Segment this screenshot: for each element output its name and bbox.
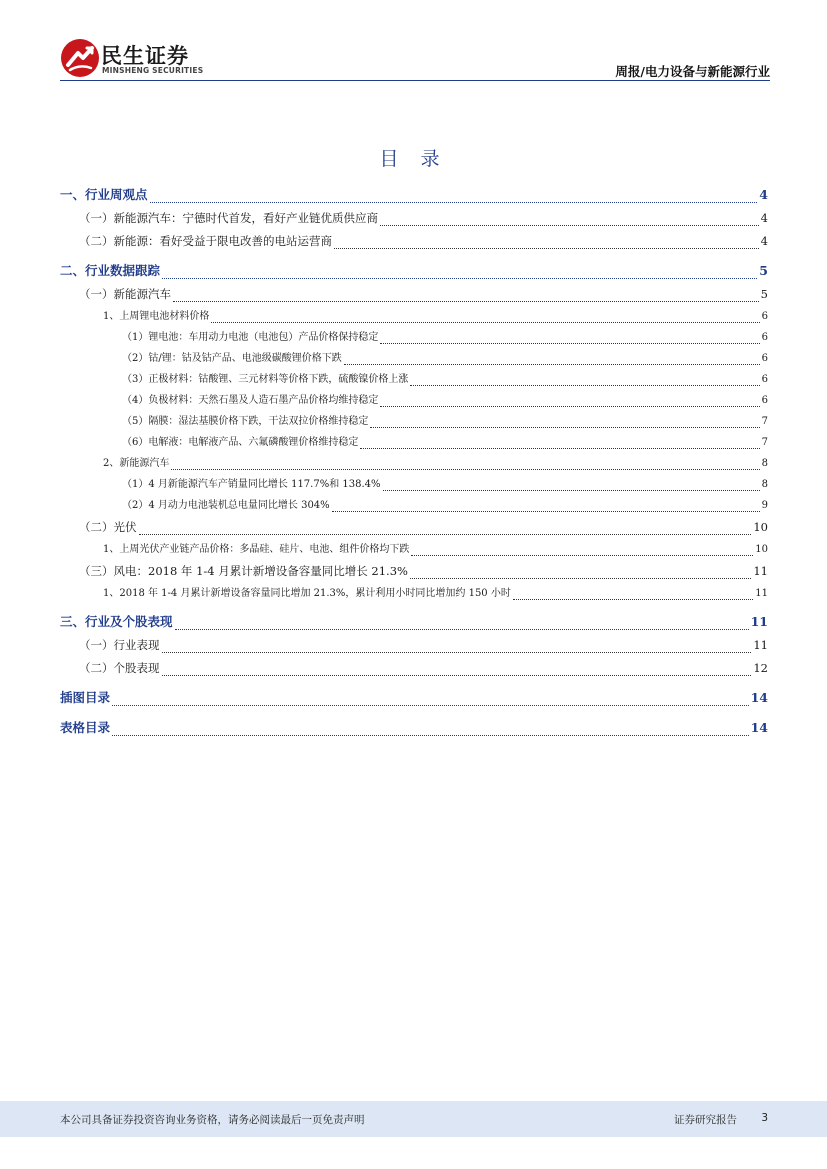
toc-dot-leader xyxy=(411,555,753,556)
toc-dot-leader xyxy=(112,735,749,736)
toc-entry-level-4[interactable] xyxy=(60,432,768,453)
toc-entry-page: 11 xyxy=(753,638,768,652)
toc-entry-level-2[interactable] xyxy=(60,516,768,539)
toc-entry-level-4[interactable] xyxy=(60,348,768,369)
toc-entry-level-1[interactable] xyxy=(60,686,768,710)
toc-entry-title: （1）锂电池：车用动力电池（电池包）产品价格保持稳定 xyxy=(122,332,379,343)
toc-entry-page: 6 xyxy=(761,332,768,343)
toc-entry-level-1[interactable] xyxy=(60,183,768,207)
toc-dot-leader xyxy=(410,385,759,386)
toc-entry-level-4[interactable] xyxy=(60,369,768,390)
report-title: 周报/电力设备与新能源行业 xyxy=(615,64,770,79)
toc-dot-leader xyxy=(380,225,759,226)
toc-dot-leader xyxy=(344,364,760,365)
toc-dot-leader xyxy=(175,629,749,630)
toc-dot-leader xyxy=(173,301,759,302)
toc-entry-title: （二）光伏 xyxy=(79,520,137,534)
toc-entry-page: 7 xyxy=(761,437,768,448)
toc-dot-leader xyxy=(139,534,752,535)
toc-entry-title: （二）新能源：看好受益于限电改善的电站运营商 xyxy=(79,234,332,248)
toc-dot-leader xyxy=(162,652,752,653)
toc-entry-title: （4）负极材料：天然石墨及人造石墨产品价格均维持稳定 xyxy=(122,395,379,406)
toc-entry-level-4[interactable] xyxy=(60,474,768,495)
toc-entry-page: 12 xyxy=(753,661,768,675)
toc-dot-leader xyxy=(383,490,760,491)
toc-entry-level-3[interactable] xyxy=(60,583,768,604)
toc-entry-page: 4 xyxy=(759,187,768,202)
toc-entry-page: 7 xyxy=(761,416,768,427)
header-divider xyxy=(60,80,770,81)
toc-entry-title: （6）电解液：电解液产品、六氟磷酸锂价格维持稳定 xyxy=(122,437,359,448)
toc-entry-page: 6 xyxy=(761,311,768,322)
toc-entry-page: 4 xyxy=(760,211,768,225)
toc-entry-title: 一、行业周观点 xyxy=(60,187,148,202)
toc-entry-title: 1、2018 年 1-4 月累计新增设备容量同比增加 21.3%，累计利用小时同比增加约 150 小时 xyxy=(103,588,511,599)
toc-dot-leader xyxy=(513,599,753,600)
toc-entry-page: 14 xyxy=(750,720,768,735)
toc-entry-page: 5 xyxy=(759,263,768,278)
page-number: 3 xyxy=(761,1112,768,1124)
toc-dot-leader xyxy=(211,322,759,323)
toc-entry-level-4[interactable] xyxy=(60,411,768,432)
table-of-contents xyxy=(60,183,768,740)
toc-entry-title: （一）行业表现 xyxy=(79,638,160,652)
toc-entry-title: （1）4 月新能源汽车产销量同比增长 117.7%和 138.4% xyxy=(122,479,381,490)
toc-dot-leader xyxy=(150,202,758,203)
toc-entry-level-4[interactable] xyxy=(60,495,768,516)
toc-entry-title: （3）正极材料：钴酸锂、三元材料等价格下跌，硫酸镍价格上涨 xyxy=(122,374,409,385)
toc-dot-leader xyxy=(112,705,749,706)
toc-entry-level-3[interactable] xyxy=(60,453,768,474)
page-footer xyxy=(0,1101,827,1137)
toc-entry-page: 10 xyxy=(753,520,768,534)
minsheng-logo-icon xyxy=(60,38,100,78)
toc-entry-level-1[interactable] xyxy=(60,610,768,634)
toc-entry-level-2[interactable] xyxy=(60,560,768,583)
toc-dot-leader xyxy=(334,248,759,249)
page-header xyxy=(60,38,770,80)
toc-entry-level-3[interactable] xyxy=(60,539,768,560)
toc-entry-page: 8 xyxy=(761,458,768,469)
toc-entry-title: （2）4 月动力电池装机总电量同比增长 304% xyxy=(122,500,330,511)
toc-entry-page: 9 xyxy=(761,500,768,511)
toc-entry-page: 4 xyxy=(760,234,768,248)
toc-entry-title: （一）新能源汽车 xyxy=(79,287,171,301)
toc-entry-title: 三、行业及个股表现 xyxy=(60,614,173,629)
toc-entry-title: 二、行业数据跟踪 xyxy=(60,263,161,278)
footer-doc-type: 证券研究报告 xyxy=(674,1114,737,1126)
toc-entry-page: 11 xyxy=(753,564,768,578)
toc-entry-title: （三）风电：2018 年 1-4 月累计新增设备容量同比增长 21.3% xyxy=(79,564,408,578)
toc-dot-leader xyxy=(162,675,752,676)
toc-entry-title: （5）隔膜：湿法基膜价格下跌，干法双拉价格维持稳定 xyxy=(122,416,369,427)
toc-entry-title: 2、新能源汽车 xyxy=(103,458,170,469)
toc-entry-title: 1、上周光伏产业链产品价格：多晶硅、硅片、电池、组件价格均下跌 xyxy=(103,544,410,555)
toc-entry-title: 表格目录 xyxy=(60,720,111,735)
logo-chinese-name: 民生证券 xyxy=(101,44,189,68)
toc-dot-leader xyxy=(332,511,760,512)
toc-entry-page: 8 xyxy=(761,479,768,490)
toc-dot-leader xyxy=(360,448,759,449)
toc-entry-title: （二）个股表现 xyxy=(79,661,160,675)
toc-entry-level-4[interactable] xyxy=(60,327,768,348)
toc-entry-title: （一）新能源汽车：宁德时代首发，看好产业链优质供应商 xyxy=(79,211,378,225)
toc-entry-page: 5 xyxy=(760,287,768,301)
toc-entry-level-4[interactable] xyxy=(60,390,768,411)
footer-disclaimer: 本公司具备证券投资咨询业务资格，请务必阅读最后一页免责声明 xyxy=(60,1114,365,1126)
toc-entry-level-1[interactable] xyxy=(60,259,768,283)
toc-dot-leader xyxy=(171,469,759,470)
toc-entry-level-2[interactable] xyxy=(60,207,768,230)
toc-entry-level-2[interactable] xyxy=(60,230,768,253)
toc-entry-level-2[interactable] xyxy=(60,283,768,306)
toc-dot-leader xyxy=(162,278,757,279)
toc-dot-leader xyxy=(380,406,759,407)
toc-entry-level-1[interactable] xyxy=(60,716,768,740)
toc-dot-leader xyxy=(380,343,759,344)
toc-entry-page: 10 xyxy=(755,544,768,555)
toc-entry-page: 6 xyxy=(761,374,768,385)
toc-entry-level-3[interactable] xyxy=(60,306,768,327)
toc-dot-leader xyxy=(410,578,751,579)
toc-entry-page: 6 xyxy=(761,353,768,364)
toc-heading: 目 录 xyxy=(379,148,448,170)
toc-entry-level-2[interactable] xyxy=(60,634,768,657)
toc-entry-page: 11 xyxy=(750,614,768,629)
toc-entry-title: 插图目录 xyxy=(60,690,111,705)
toc-entry-level-2[interactable] xyxy=(60,657,768,680)
toc-entry-title: 1、上周锂电池材料价格 xyxy=(103,311,210,322)
toc-entry-page: 14 xyxy=(750,690,768,705)
logo-english-name: MINSHENG SECURITIES xyxy=(102,66,204,75)
toc-dot-leader xyxy=(370,427,759,428)
toc-entry-page: 6 xyxy=(761,395,768,406)
toc-entry-title: （2）钴/锂：钴及钴产品、电池级碳酸锂价格下跌 xyxy=(122,353,342,364)
toc-entry-page: 11 xyxy=(755,588,768,599)
